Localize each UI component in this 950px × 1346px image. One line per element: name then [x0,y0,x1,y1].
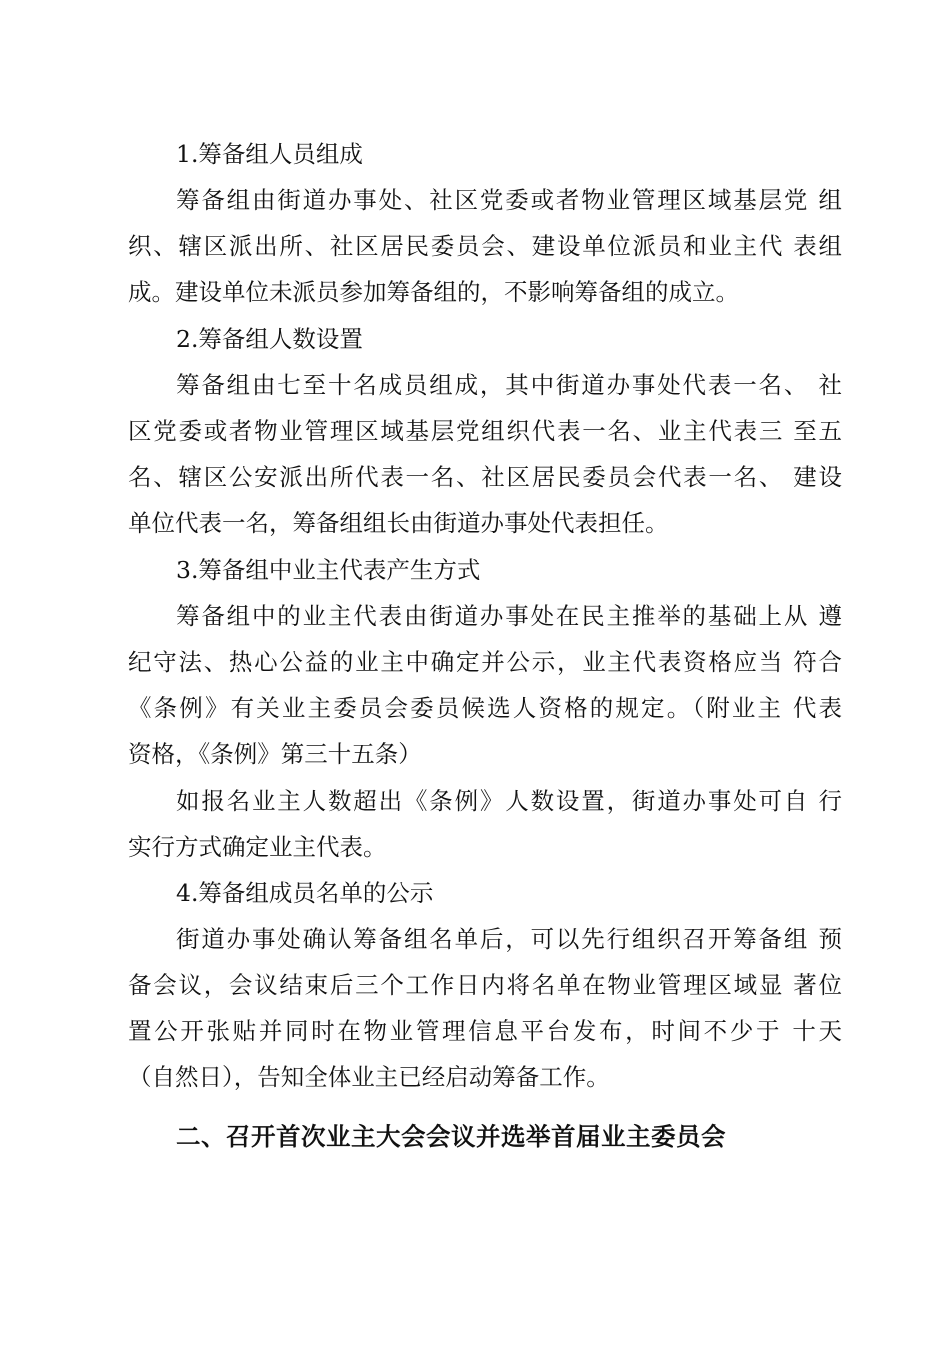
paragraph-line: 区党委或者物业管理区域基层党组织代表一名、业主代表三 至五 [128,417,842,445]
subheading-2: 2.筹备组人数设置 [176,325,363,353]
paragraph-line: 织、辖区派出所、社区居民委员会、建设单位派员和业主代 表组 [128,232,842,260]
paragraph-line: 筹备组中的业主代表由街道办事处在民主推举的基础上从 遵 [176,602,842,630]
paragraph-line: （自然日），告知全体业主已经启动筹备工作。 [128,1063,610,1091]
paragraph-line: 备会议，会议结束后三个工作日内将名单在物业管理区域显 著位 [128,971,842,999]
paragraph-line: 筹备组由七至十名成员组成，其中街道办事处代表一名、 社 [176,371,842,399]
paragraph-line: 名、辖区公安派出所代表一名、社区居民委员会代表一名、 建设 [128,463,842,491]
paragraph-line: 纪守法、热心公益的业主中确定并公示，业主代表资格应当 符合 [128,648,842,676]
paragraph-line: 置公开张贴并同时在物业管理信息平台发布，时间不少于 十天 [128,1017,842,1045]
paragraph-line: 街道办事处确认筹备组名单后，可以先行组织召开筹备组 预 [176,925,842,953]
paragraph-line: 成。建设单位未派员参加筹备组的，不影响筹备组的成立。 [128,278,739,306]
section-heading: 二、召开首次业主大会会议并选举首届业主委员会 [176,1122,726,1151]
paragraph-line: 如报名业主人数超出《条例》人数设置，街道办事处可自 行 [176,787,842,815]
subheading-1: 1.筹备组人员组成 [176,140,363,168]
paragraph-line: 筹备组由街道办事处、社区党委或者物业管理区域基层党 组 [176,186,842,214]
paragraph-line: 实行方式确定业主代表。 [128,833,387,861]
subheading-4: 4.筹备组成员名单的公示 [176,879,434,907]
subheading-3: 3.筹备组中业主代表产生方式 [176,556,481,584]
paragraph-line: 资格，《条例》第三十五条） [128,740,422,768]
paragraph-line: 单位代表一名，筹备组组长由街道办事处代表担任。 [128,509,669,537]
paragraph-line: 《条例》有关业主委员会委员候选人资格的规定。（附业主 代表 [128,694,842,722]
